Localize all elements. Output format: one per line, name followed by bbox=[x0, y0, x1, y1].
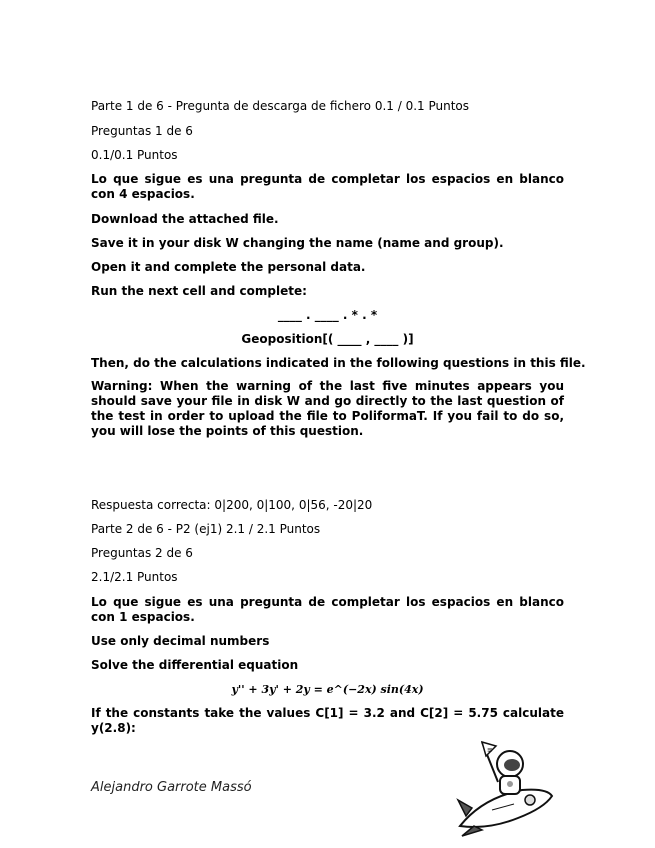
part2-points: 2.1/2.1 Puntos bbox=[91, 570, 178, 584]
astronaut-rocket-icon bbox=[452, 738, 562, 838]
part1-question-count: Preguntas 1 de 6 bbox=[91, 124, 193, 138]
author-signature: Alejandro Garrote Massó bbox=[91, 780, 252, 795]
constants-question: If the constants take the values C[1] = 3.2 and C[2] = 5.75 calculate y(2.8): bbox=[91, 706, 564, 735]
differential-equation: y'' + 3y' + 2y = e^(−2x) sin(4x) bbox=[231, 683, 424, 696]
decimal-instruction: Use only decimal numbers bbox=[91, 634, 270, 648]
geoposition-line: Geoposition[( ____ , ____ )] bbox=[241, 332, 414, 346]
part2-intro: Lo que sigue es una pregunta de completar los espacios en blanco con 1 espacios. bbox=[91, 595, 564, 624]
save-instruction: Save it in your disk W changing the name (name and group). bbox=[91, 236, 504, 250]
download-instruction: Download the attached file. bbox=[91, 212, 279, 226]
part2-header: Parte 2 de 6 - P2 (ej1) 2.1 / 2.1 Puntos bbox=[91, 522, 321, 536]
flag-glyph: ≡ bbox=[487, 746, 493, 754]
open-instruction: Open it and complete the personal data. bbox=[91, 260, 366, 274]
part1-header: Parte 1 de 6 - Pregunta de descarga de fichero 0.1 / 0.1 Puntos bbox=[91, 99, 470, 113]
blank-fields-line: ____ . ____ . * . * bbox=[277, 308, 378, 322]
run-instruction: Run the next cell and complete: bbox=[91, 284, 307, 298]
part2-question-count: Preguntas 2 de 6 bbox=[91, 546, 193, 560]
then-instruction: Then, do the calculations indicated in the following questions in this file. bbox=[91, 356, 586, 370]
part1-intro: Lo que sigue es una pregunta de completar los espacios en blanco con 4 espacios. bbox=[91, 172, 564, 201]
part1-points: 0.1/0.1 Puntos bbox=[91, 148, 178, 162]
correct-answer: Respuesta correcta: 0|200, 0|100, 0|56, -20|20 bbox=[91, 498, 373, 512]
warning-text: Warning: When the warning of the last five minutes appears you should save your file in disk W and go directly to the last question of the test in order to upload the file to PoliformaT. If you fail to do so, you will lose the points of this question. bbox=[91, 379, 564, 438]
solve-instruction: Solve the differential equation bbox=[91, 658, 299, 672]
